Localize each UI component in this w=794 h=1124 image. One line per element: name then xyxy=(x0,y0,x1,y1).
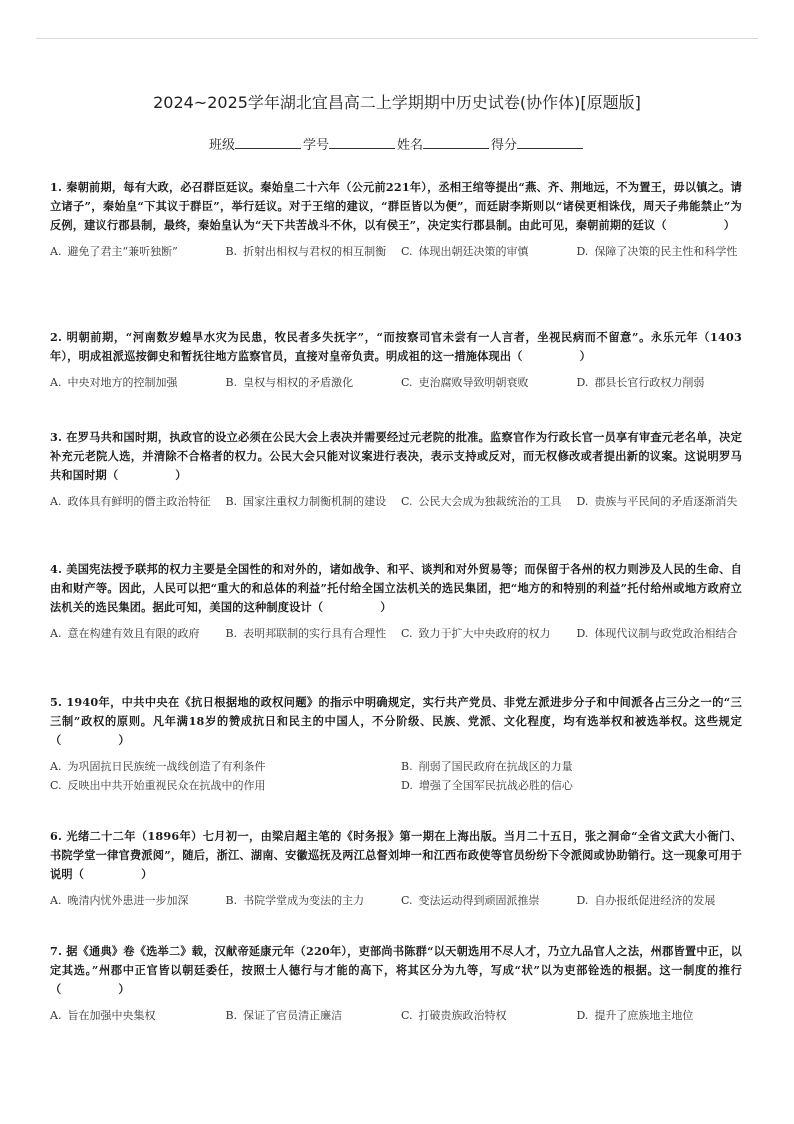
score-field xyxy=(491,134,585,153)
option-letter: C. xyxy=(401,376,413,389)
option-text: 旨在加强中央集权 xyxy=(67,1009,156,1022)
option-a[interactable] xyxy=(50,1007,216,1024)
option-letter: B. xyxy=(225,245,238,258)
option-letter: C. xyxy=(401,245,413,258)
option-text: 体现代议制与政党政治相结合 xyxy=(594,627,738,640)
option-text: 自办报纸促进经济的发展 xyxy=(594,894,716,907)
option-c[interactable] xyxy=(50,777,391,794)
option-text: 吏治腐败导致明朝衰败 xyxy=(418,376,529,389)
option-text: 提升了庶族地主地位 xyxy=(594,1009,694,1022)
name-blank[interactable] xyxy=(423,136,489,149)
name-label: 姓名 xyxy=(397,138,424,153)
student-info-row xyxy=(0,134,794,153)
option-b[interactable] xyxy=(226,892,392,909)
option-letter: B. xyxy=(225,495,238,508)
option-text: 增强了全国军民抗战必胜的信心 xyxy=(418,779,573,792)
options-list xyxy=(50,758,742,794)
option-letter: A. xyxy=(50,495,62,508)
option-text: 打破贵族政治特权 xyxy=(418,1009,507,1022)
option-letter: C. xyxy=(401,627,413,640)
question-stem: 3. 在罗马共和国时期，执政官的设立必须在公民大会上表决并需要经过元老院的批准。监察官作为行政长官一员享有审查元老名单，决定补充元老院人选，并清除不合格者的权力。公民大会只能对议案进行表决，表示支持或反对，而无权修改或者提出新的议案。这说明罗马共和国时期（ ） xyxy=(50,430,742,482)
option-d[interactable] xyxy=(577,892,743,909)
option-b[interactable] xyxy=(226,243,392,260)
option-text: 致力于扩大中央政府的权力 xyxy=(418,627,551,640)
option-letter: B. xyxy=(225,894,238,907)
option-a[interactable] xyxy=(50,493,216,510)
class-field xyxy=(209,134,303,153)
option-c[interactable] xyxy=(401,1007,567,1024)
option-letter: A. xyxy=(50,1009,62,1022)
option-letter: B. xyxy=(401,760,413,773)
student-id-label: 学号 xyxy=(302,138,329,153)
class-label: 班级 xyxy=(208,138,235,153)
option-a[interactable] xyxy=(50,892,216,909)
option-text: 反映出中共开始重视民众在抗战中的作用 xyxy=(67,779,266,792)
name-field xyxy=(397,134,491,153)
option-letter: C. xyxy=(401,1009,413,1022)
option-letter: A. xyxy=(50,894,62,907)
options-list xyxy=(50,493,742,510)
option-text: 贵族与平民间的矛盾逐渐消失 xyxy=(594,495,738,508)
option-letter: D. xyxy=(576,627,589,640)
option-letter: A. xyxy=(50,627,62,640)
option-text: 体现出朝廷决策的审慎 xyxy=(418,245,529,258)
option-b[interactable] xyxy=(226,493,392,510)
option-letter: D. xyxy=(576,376,589,389)
option-letter: A. xyxy=(50,376,62,389)
option-c[interactable] xyxy=(401,892,567,909)
option-a[interactable] xyxy=(50,243,216,260)
question-4 xyxy=(50,560,742,642)
option-letter: B. xyxy=(225,376,238,389)
option-d[interactable] xyxy=(577,1007,743,1024)
option-text: 削弱了国民政府在抗战区的力量 xyxy=(418,760,573,773)
option-text: 皇权与相权的矛盾激化 xyxy=(243,376,354,389)
question-stem: 1. 秦朝前期，每有大政，必召群臣廷议。秦始皇二十六年（公元前221年），丞相王绾等提出“燕、齐、荆地远，不为置王，毋以镇之。请立诸子”，秦始皇“下其议于群臣”，举行廷议。对于王绾的建议，“群臣皆以为便”，而廷尉李斯则以“诸侯更相诛伐，周天子弗能禁止”为反例，建议行郡县制，最终，秦始皇认为“天下共苦战斗不休，以有侯王”，决定实行郡县制。由此可见，秦朝前期的廷议（ ） xyxy=(50,180,742,232)
option-letter: D. xyxy=(576,495,589,508)
student-id-blank[interactable] xyxy=(329,136,395,149)
option-b[interactable] xyxy=(226,625,392,642)
student-id-field xyxy=(303,134,397,153)
page-top-rule xyxy=(36,38,758,39)
option-letter: D. xyxy=(576,894,589,907)
option-text: 折射出相权与君权的相互制衡 xyxy=(243,245,387,258)
option-text: 保证了官员清正廉洁 xyxy=(243,1009,343,1022)
option-text: 避免了君主“兼听独断” xyxy=(67,245,178,258)
question-6 xyxy=(50,827,742,909)
option-letter: D. xyxy=(576,1009,589,1022)
score-blank[interactable] xyxy=(517,136,583,149)
option-c[interactable] xyxy=(401,493,567,510)
option-d[interactable] xyxy=(577,243,743,260)
option-d[interactable] xyxy=(577,493,743,510)
question-stem: 2. 明朝前期，“河南数岁蝗旱水灾为民患，牧民者多失抚字”，“而按察司官未尝有一人言者，坐视民病而不留意”。永乐元年（1403年），明成祖派巡按御史和暂抚往地方监察官员，直接对皇帝负责。明成祖的这一措施体现出（ ） xyxy=(50,330,742,363)
option-a[interactable] xyxy=(50,758,391,775)
option-letter: C. xyxy=(50,779,62,792)
option-text: 国家注重权力制衡机制的建设 xyxy=(243,495,387,508)
option-letter: B. xyxy=(225,1009,238,1022)
option-letter: C. xyxy=(401,495,413,508)
option-text: 变法运动得到顽固派推崇 xyxy=(418,894,540,907)
question-stem: 7. 据《通典》卷《选举二》载，汉献帝延康元年（220年），吏部尚书陈群“以天朝选用不尽人才，乃立九品官人之法，州郡皆置中正，以定其选。”州郡中正官皆以朝廷委任，按照士人德行与才能的高下，将其区分为九等，写成“状”以为吏部铨选的根据。这一制度的推行（ ） xyxy=(50,944,742,996)
option-a[interactable] xyxy=(50,625,216,642)
option-letter: A. xyxy=(50,760,62,773)
question-stem: 6. 光绪二十二年（1896年）七月初一，由梁启超主笔的《时务报》第一期在上海出版。当月二十五日，张之洞命“全省文武大小衙门、书院学堂一律官费派阅”，随后，浙江、湖南、安徽巡抚及两江总督刘坤一和江西布政使等官员纷纷下令派阅或协助销行。这一现象可用于说明（ ） xyxy=(50,829,742,881)
options-list xyxy=(50,374,742,391)
question-stem: 5. 1940年，中共中央在《抗日根据地的政权问题》的指示中明确规定，实行共产党员、非党左派进步分子和中间派各占三分之一的“三三制”政权的原则。凡年满18岁的赞成抗日和民主的中国人，不分阶级、民族、党派、文化程度，均有选举权和被选举权。这些规定（ ） xyxy=(50,695,742,747)
option-letter: B. xyxy=(225,627,238,640)
options-list xyxy=(50,892,742,909)
option-text: 保障了决策的民主性和科学性 xyxy=(594,245,738,258)
option-c[interactable] xyxy=(401,625,567,642)
option-text: 晚清内忧外患进一步加深 xyxy=(67,894,189,907)
score-label: 得分 xyxy=(491,138,518,153)
option-text: 公民大会成为独裁统治的工具 xyxy=(418,495,562,508)
option-letter: D. xyxy=(401,779,413,792)
option-d[interactable] xyxy=(577,625,743,642)
option-text: 书院学堂成为变法的主力 xyxy=(243,894,365,907)
class-blank[interactable] xyxy=(235,136,301,149)
question-2 xyxy=(50,328,742,391)
page-title: 2024~2025学年湖北宜昌高二上学期期中历史试卷(协作体)[原题版] xyxy=(153,93,641,112)
option-text: 意在构建有效且有限的政府 xyxy=(67,627,200,640)
option-text: 政体具有鲜明的僭主政治特征 xyxy=(67,495,211,508)
question-3 xyxy=(50,428,742,510)
options-list xyxy=(50,1007,742,1024)
option-text: 郡县长官行政权力削弱 xyxy=(594,376,705,389)
question-stem: 4. 美国宪法授予联邦的权力主要是全国性的和对外的，诸如战争、和平、谈判和对外贸易等；而保留于各州的权力则涉及人民的生命、自由和财产等。因此，人民可以把“重大的和总体的利益”托付给全国立法机关的选民集团，把“地方的和特别的利益”托付给州或地方政府立法机关的选民集团。据此可知，美国的这种制度设计（ ） xyxy=(50,562,742,614)
options-list xyxy=(50,243,742,260)
option-text: 表明邦联制的实行具有合理性 xyxy=(243,627,387,640)
option-d[interactable] xyxy=(401,777,742,794)
option-letter: D. xyxy=(576,245,589,258)
option-text: 中央对地方的控制加强 xyxy=(67,376,178,389)
option-b[interactable] xyxy=(226,374,392,391)
option-b[interactable] xyxy=(226,1007,392,1024)
options-list xyxy=(50,625,742,642)
question-7 xyxy=(50,942,742,1024)
question-5 xyxy=(50,693,742,794)
option-letter: A. xyxy=(50,245,62,258)
option-d[interactable] xyxy=(577,374,743,391)
option-b[interactable] xyxy=(401,758,742,775)
option-letter: C. xyxy=(401,894,413,907)
question-1 xyxy=(50,178,742,260)
option-c[interactable] xyxy=(401,374,567,391)
option-a[interactable] xyxy=(50,374,216,391)
option-c[interactable] xyxy=(401,243,567,260)
option-text: 为巩固抗日民族统一战线创造了有利条件 xyxy=(67,760,266,773)
